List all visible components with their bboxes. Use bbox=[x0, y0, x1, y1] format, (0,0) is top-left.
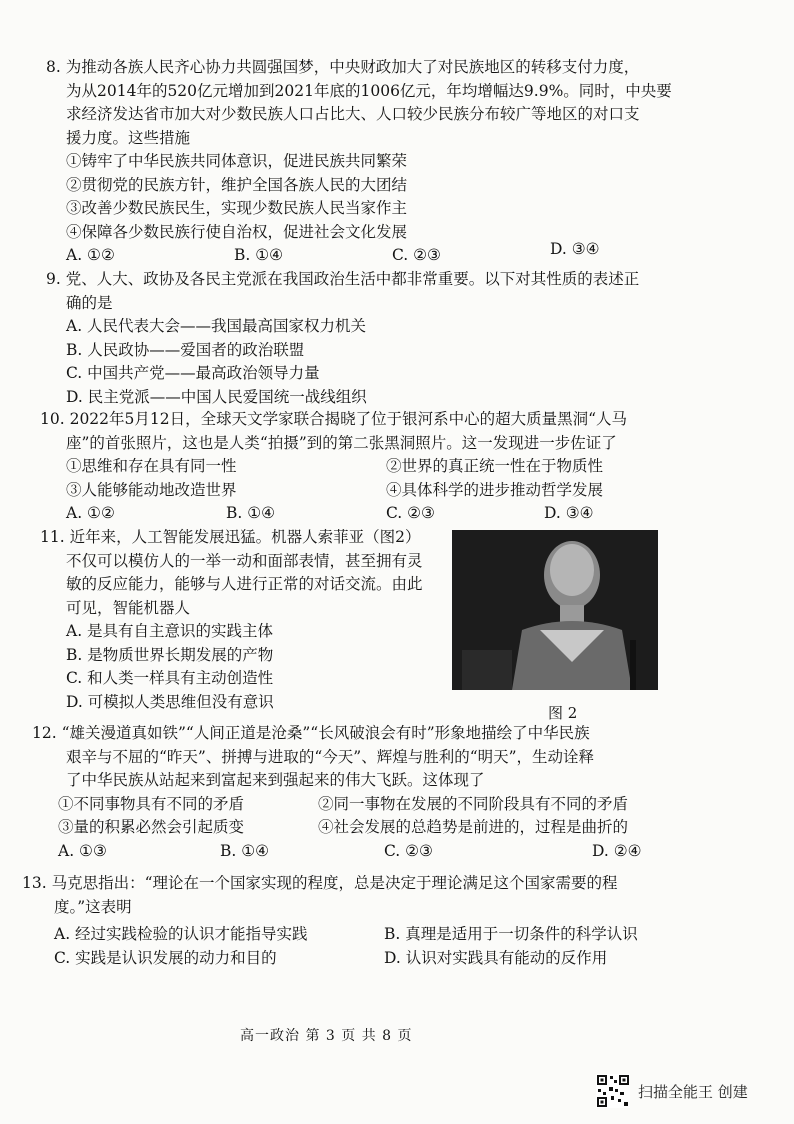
option-b: B. 是物质世界长期发展的产物 bbox=[66, 645, 274, 664]
option-c: C. ②③ bbox=[392, 246, 441, 264]
option-a: A. ①② bbox=[66, 246, 115, 264]
question-8-stem-line: 为从2014年的520亿元增加到2021年底的1006亿元，年均增幅达9.9%。同时，中央要 bbox=[66, 81, 672, 100]
question-12-stem-line: 艰辛与不屈的“昨天”、拼搏与进取的“今天”、辉煌与胜利的“明天”，生动诠释 bbox=[66, 747, 595, 766]
option-c: C. 中国共产党——最高政治领导力量 bbox=[66, 364, 320, 382]
option-d: D. ③④ bbox=[544, 504, 594, 522]
option-b: B. 真理是适用于一切条件的科学认识 bbox=[384, 925, 638, 943]
option-d: D. ②④ bbox=[592, 841, 642, 860]
question-8-item: ①铸牢了中华民族共同体意识，促进民族共同繁荣 bbox=[66, 152, 408, 170]
question-13-options-row bbox=[22, 923, 742, 947]
question-8-item: ②贯彻党的民族方针，维护全国各族人民的大团结 bbox=[66, 175, 408, 194]
question-12-item: ④社会发展的总趋势是前进的，过程是曲折的 bbox=[318, 818, 629, 836]
question-8 bbox=[46, 56, 736, 268]
question-12-item: ①不同事物具有不同的矛盾 bbox=[58, 794, 245, 813]
question-12-item: ③量的积累必然会引起质变 bbox=[58, 818, 245, 836]
question-8-stem-line: 8. 为推动各族人民齐心协力共圆强国梦，中央财政加大了对民族地区的转移支付力度， bbox=[46, 58, 640, 76]
option-c: C. 实践是认识发展的动力和目的 bbox=[54, 948, 277, 967]
scanner-watermark bbox=[596, 1074, 748, 1108]
option-a: A. 是具有自主意识的实践主体 bbox=[66, 622, 274, 640]
option-d: D. 认识对实践具有能动的反作用 bbox=[384, 948, 608, 967]
qr-code-icon bbox=[596, 1074, 630, 1108]
question-10-item: ①思维和存在具有同一性 bbox=[66, 457, 237, 475]
question-11-stem-line: 可见，智能机器人 bbox=[66, 598, 191, 617]
question-13-stem-line: 13. 马克思指出：“理论在一个国家实现的程度，总是决定于理论满足这个国家需要的程 bbox=[22, 874, 618, 892]
question-11-stem-line: 11. 近年来，人工智能发展迅猛。机器人索菲亚（图2） bbox=[40, 528, 421, 546]
question-9-stem-line: 确的是 bbox=[66, 293, 113, 312]
question-10-stem-line: 10. 2022年5月12日，全球天文学家联合揭晓了位于银河系中心的超大质量黑洞“人马 bbox=[40, 410, 628, 428]
question-8-item: ③改善少数民族民生，实现少数民族人民当家作主 bbox=[66, 199, 408, 217]
question-8-stem-line: 援力度。这些措施 bbox=[66, 128, 191, 147]
question-12-stem-line: 12. “雄关漫道真如铁”“人间正道是沧桑”“长风破浪会有时”形象地描绘了中华民族 bbox=[32, 724, 590, 742]
question-10 bbox=[40, 408, 740, 526]
question-13-stem-line: 度。”这表明 bbox=[54, 897, 132, 916]
question-10-items-row bbox=[40, 455, 740, 479]
option-b: B. ①④ bbox=[220, 841, 270, 860]
question-11 bbox=[40, 526, 440, 714]
option-a: A. ①② bbox=[66, 504, 115, 522]
question-12-stem-line: 了中华民族从站起来到富起来到强起来的伟大飞跃。这体现了 bbox=[66, 771, 485, 789]
page-footer: 高一政治 第 3 页 共 8 页 bbox=[240, 1028, 413, 1044]
option-c: C. ②③ bbox=[384, 841, 433, 860]
question-10-items-row bbox=[40, 479, 740, 503]
question-11-stem-line: 敏的反应能力，能够与人进行正常的对话交流。由此 bbox=[66, 575, 423, 593]
question-13-options-row bbox=[22, 947, 742, 971]
robot-sophia-photo bbox=[452, 530, 658, 690]
question-10-options bbox=[40, 502, 740, 526]
question-12-item: ②同一事物在发展的不同阶段具有不同的矛盾 bbox=[318, 794, 629, 813]
option-a: A. 人民代表大会——我国最高国家权力机关 bbox=[66, 317, 367, 335]
question-8-item: ④保障各少数民族行使自治权，促进社会文化发展 bbox=[66, 222, 408, 241]
question-12-items-row bbox=[32, 793, 742, 817]
option-d: D. 可模拟人类思维但没有意识 bbox=[66, 692, 274, 711]
option-a: A. 经过实践检验的认识才能指导实践 bbox=[54, 925, 308, 943]
option-b: B. ①④ bbox=[226, 504, 276, 522]
question-10-stem-line: 座”的首张照片，这也是人类“拍摄”到的第二张黑洞照片。这一发现进一步佐证了 bbox=[66, 433, 617, 452]
option-c: C. ②③ bbox=[386, 504, 435, 522]
question-9-stem-line: 9. 党、人大、政协及各民主党派在我国政治生活中都非常重要。以下对其性质的表述正 bbox=[46, 270, 640, 288]
question-9 bbox=[46, 268, 736, 409]
option-b: B. ①④ bbox=[234, 246, 284, 264]
question-12-items-row bbox=[32, 816, 742, 840]
question-8-options bbox=[46, 240, 736, 268]
question-13 bbox=[22, 872, 742, 970]
option-d: D. 民主党派——中国人民爱国统一战线组织 bbox=[66, 387, 367, 406]
question-10-item: ③人能够能动地改造世界 bbox=[66, 480, 237, 499]
question-11-stem-line: 不仅可以模仿人的一举一动和面部表情，甚至拥有灵 bbox=[66, 551, 423, 570]
question-10-item: ④具体科学的进步推动哲学发展 bbox=[386, 480, 604, 499]
option-b: B. 人民政协——爱国者的政治联盟 bbox=[66, 340, 305, 359]
figure-caption: 图 2 bbox=[548, 704, 578, 722]
question-8-stem-line: 求经济发达省市加大对少数民族人口占比大、人口较少民族分布较广等地区的对口支 bbox=[66, 105, 640, 123]
scanner-watermark-text: 扫描全能王 创建 bbox=[638, 1082, 748, 1101]
option-c: C. 和人类一样具有主动创造性 bbox=[66, 669, 274, 687]
question-10-item: ②世界的真正统一性在于物质性 bbox=[386, 457, 604, 475]
robot-illustration bbox=[452, 530, 658, 690]
option-a: A. ①③ bbox=[58, 841, 107, 860]
question-12 bbox=[32, 722, 742, 863]
question-12-options bbox=[32, 840, 742, 864]
option-d: D. ③④ bbox=[550, 240, 600, 258]
